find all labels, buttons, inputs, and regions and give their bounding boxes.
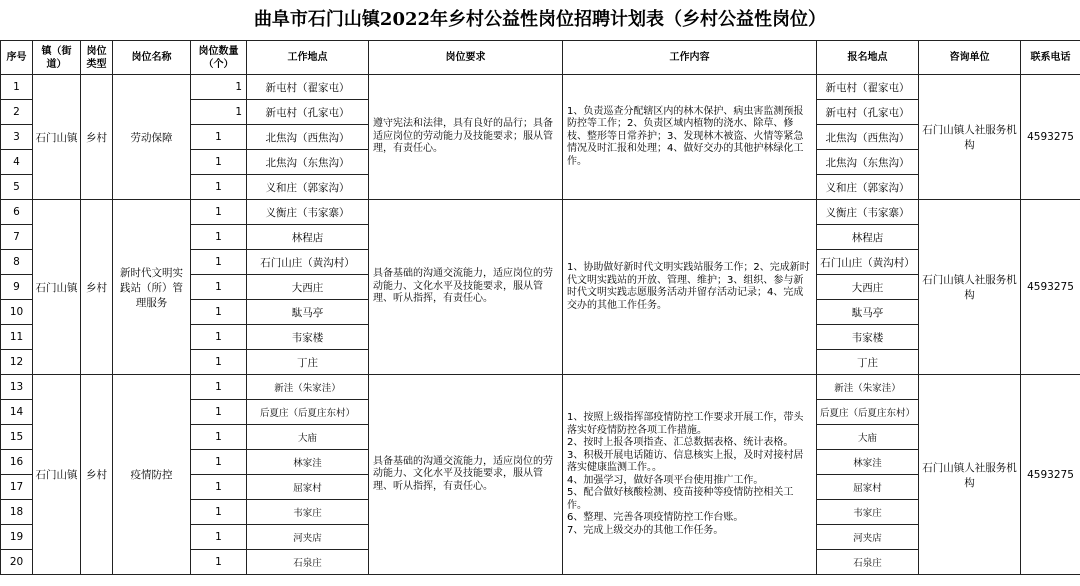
signup-cell: 新屯村（翟家屯） bbox=[817, 75, 919, 100]
header-content: 工作内容 bbox=[563, 41, 817, 75]
work-place-cell: 丁庄 bbox=[247, 350, 369, 375]
post-count-cell: 1 bbox=[191, 150, 247, 175]
signup-cell: 义和庄（郭家沟） bbox=[817, 175, 919, 200]
post-count-cell: 1 bbox=[191, 325, 247, 350]
post-type-cell: 乡村 bbox=[81, 375, 113, 575]
signup-cell: 义衡庄（韦家寨） bbox=[817, 200, 919, 225]
table-row bbox=[1, 75, 1080, 100]
signup-cell: 林程店 bbox=[817, 225, 919, 250]
signup-cell: 河夹店 bbox=[817, 525, 919, 550]
consult-cell: 石门山镇人社服务机构 bbox=[919, 75, 1021, 200]
page-title: 曲阜市石门山镇2022年乡村公益性岗位招聘计划表（乡村公益性岗位） bbox=[253, 9, 827, 30]
signup-cell: 大西庄 bbox=[817, 275, 919, 300]
town-cell: 石门山镇 bbox=[33, 375, 81, 575]
row-seq: 11 bbox=[1, 325, 33, 350]
work-place-cell: 石门山庄（黄沟村） bbox=[247, 250, 369, 275]
signup-cell: 石泉庄 bbox=[817, 550, 919, 575]
post-count-cell: 1 bbox=[191, 350, 247, 375]
row-seq: 3 bbox=[1, 125, 33, 150]
row-seq: 16 bbox=[1, 450, 33, 475]
row-seq: 4 bbox=[1, 150, 33, 175]
post-count-cell: 1 bbox=[191, 375, 247, 400]
work-place-cell: 大西庄 bbox=[247, 275, 369, 300]
post-name-cell: 劳动保障 bbox=[113, 75, 191, 200]
work-place-cell: 石泉庄 bbox=[247, 550, 369, 575]
signup-cell: 新洼（朱家洼） bbox=[817, 375, 919, 400]
work-place-cell: 林家洼 bbox=[247, 450, 369, 475]
row-seq: 1 bbox=[1, 75, 33, 100]
signup-cell: 駄马亭 bbox=[817, 300, 919, 325]
work-place-cell: 新屯村（翟家屯） bbox=[247, 75, 369, 100]
work-place-cell: 屈家村 bbox=[247, 475, 369, 500]
post-count-cell: 1 bbox=[191, 500, 247, 525]
post-type-cell: 乡村 bbox=[81, 200, 113, 375]
post-count-cell: 1 bbox=[191, 275, 247, 300]
table-body bbox=[1, 75, 1080, 575]
row-seq: 8 bbox=[1, 250, 33, 275]
header-work-place: 工作地点 bbox=[247, 41, 369, 75]
content-cell: 1、按照上级指挥部疫情防控工作要求开展工作，带头落实好疫情防控各项工作措施。 2、按时上报各项指查、汇总数据表格、统计表格。 3、积极开展电话随访、信息核实上报，及时对接村居落实健康监测工作。。 4、加强学习，做好各项平台使用推广工作。 5、配合做好核酸检测、疫苗接种等疫情防控相关工作。 6、整理、完善各项疫情防控工作台账。 7、完成上级交办的其他工作任务。 bbox=[563, 375, 817, 575]
header-seq: 序号 bbox=[1, 41, 33, 75]
post-count-cell: 1 bbox=[191, 250, 247, 275]
post-count-cell: 1 bbox=[191, 450, 247, 475]
work-place-cell: 北焦沟（西焦沟） bbox=[247, 125, 369, 150]
header-phone: 联系电话 bbox=[1021, 41, 1080, 75]
phone-cell: 4593275 bbox=[1021, 200, 1080, 375]
table-row bbox=[1, 375, 1080, 400]
work-place-cell: 北焦沟（东焦沟） bbox=[247, 150, 369, 175]
post-count-cell: 1 bbox=[191, 100, 247, 125]
row-seq: 5 bbox=[1, 175, 33, 200]
signup-cell: 韦家楼 bbox=[817, 325, 919, 350]
requirements-cell: 具备基础的沟通交流能力，适应岗位的劳动能力、文化水平及技能要求，服从管理、听从指挥，有责任心。 bbox=[369, 375, 563, 575]
work-place-cell: 駄马亭 bbox=[247, 300, 369, 325]
post-count-cell: 1 bbox=[191, 300, 247, 325]
post-name-cell: 疫情防控 bbox=[113, 375, 191, 575]
phone-cell: 4593275 bbox=[1021, 75, 1080, 200]
work-place-cell: 新洼（朱家洼） bbox=[247, 375, 369, 400]
row-seq: 19 bbox=[1, 525, 33, 550]
row-seq: 12 bbox=[1, 350, 33, 375]
header-post-name: 岗位名称 bbox=[113, 41, 191, 75]
header-row bbox=[1, 41, 1080, 75]
post-count-cell: 1 bbox=[191, 75, 247, 100]
signup-cell: 丁庄 bbox=[817, 350, 919, 375]
row-seq: 6 bbox=[1, 200, 33, 225]
row-seq: 20 bbox=[1, 550, 33, 575]
header-signup: 报名地点 bbox=[817, 41, 919, 75]
town-cell: 石门山镇 bbox=[33, 200, 81, 375]
header-requirements: 岗位要求 bbox=[369, 41, 563, 75]
signup-cell: 大庙 bbox=[817, 425, 919, 450]
row-seq: 9 bbox=[1, 275, 33, 300]
header-post-type: 岗位类型 bbox=[81, 41, 113, 75]
post-name-cell: 新时代文明实践站（所）管理服务 bbox=[113, 200, 191, 375]
work-place-cell: 河夹店 bbox=[247, 525, 369, 550]
signup-cell: 韦家庄 bbox=[817, 500, 919, 525]
post-count-cell: 1 bbox=[191, 200, 247, 225]
row-seq: 14 bbox=[1, 400, 33, 425]
row-seq: 7 bbox=[1, 225, 33, 250]
work-place-cell: 韦家楼 bbox=[247, 325, 369, 350]
work-place-cell: 大庙 bbox=[247, 425, 369, 450]
post-type-cell: 乡村 bbox=[81, 75, 113, 200]
post-count-cell: 1 bbox=[191, 125, 247, 150]
post-count-cell: 1 bbox=[191, 550, 247, 575]
signup-cell: 后夏庄（后夏庄东村） bbox=[817, 400, 919, 425]
row-seq: 10 bbox=[1, 300, 33, 325]
header-consult: 咨询单位 bbox=[919, 41, 1021, 75]
signup-cell: 林家洼 bbox=[817, 450, 919, 475]
work-place-cell: 义衡庄（韦家寨） bbox=[247, 200, 369, 225]
work-place-cell: 林程店 bbox=[247, 225, 369, 250]
row-seq: 13 bbox=[1, 375, 33, 400]
content-cell: 1、负责巡查分配辖区内的林木保护、病虫害监测预报防控等工作；2、负责区域内植物的浇水、除草、修枝、整形等日常养护；3、发现林木被盗、火情等紧急情况及时汇报和处理；4、做好交办的其他护林绿化工作。 bbox=[563, 75, 817, 200]
post-count-cell: 1 bbox=[191, 525, 247, 550]
header-post-count: 岗位数量（个） bbox=[191, 41, 247, 75]
recruitment-table bbox=[0, 40, 1080, 575]
signup-cell: 新屯村（孔家屯） bbox=[817, 100, 919, 125]
signup-cell: 屈家村 bbox=[817, 475, 919, 500]
post-count-cell: 1 bbox=[191, 425, 247, 450]
row-seq: 2 bbox=[1, 100, 33, 125]
consult-cell: 石门山镇人社服务机构 bbox=[919, 200, 1021, 375]
signup-cell: 北焦沟（西焦沟） bbox=[817, 125, 919, 150]
signup-cell: 石门山庄（黄沟村） bbox=[817, 250, 919, 275]
post-count-cell: 1 bbox=[191, 225, 247, 250]
work-place-cell: 后夏庄（后夏庄东村） bbox=[247, 400, 369, 425]
work-place-cell: 义和庄（郭家沟） bbox=[247, 175, 369, 200]
row-seq: 17 bbox=[1, 475, 33, 500]
table-row bbox=[1, 200, 1080, 225]
post-count-cell: 1 bbox=[191, 475, 247, 500]
work-place-cell: 新屯村（孔家屯） bbox=[247, 100, 369, 125]
phone-cell: 4593275 bbox=[1021, 375, 1080, 575]
header-town: 镇（街道） bbox=[33, 41, 81, 75]
row-seq: 18 bbox=[1, 500, 33, 525]
town-cell: 石门山镇 bbox=[33, 75, 81, 200]
post-count-cell: 1 bbox=[191, 400, 247, 425]
consult-cell: 石门山镇人社服务机构 bbox=[919, 375, 1021, 575]
requirements-cell: 遵守宪法和法律，具有良好的品行；具备适应岗位的劳动能力及技能要求；服从管理，有责任心。 bbox=[369, 75, 563, 200]
content-cell: 1、协助做好新时代文明实践站服务工作；2、完成新时代文明实践站的开放、管理、维护；3、组织、参与新时代文明实践志愿服务活动并留存活动记录；4、完成交办的其他工作任务。 bbox=[563, 200, 817, 375]
signup-cell: 北焦沟（东焦沟） bbox=[817, 150, 919, 175]
row-seq: 15 bbox=[1, 425, 33, 450]
work-place-cell: 韦家庄 bbox=[247, 500, 369, 525]
requirements-cell: 具备基础的沟通交流能力，适应岗位的劳动能力、文化水平及技能要求，服从管理、听从指挥，有责任心。 bbox=[369, 200, 563, 375]
post-count-cell: 1 bbox=[191, 175, 247, 200]
